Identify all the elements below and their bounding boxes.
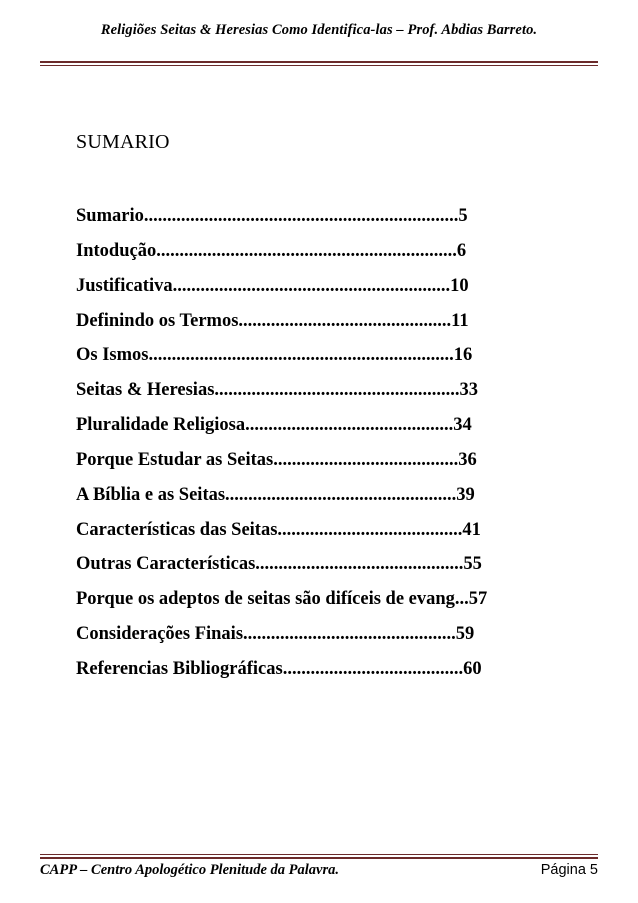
toc-title: SUMARIO [76, 131, 170, 153]
toc-entry-definindo-termos: Definindo os Termos..............................................11 [76, 310, 469, 331]
toc-entry-justificativa: Justificativa............................................................10 [76, 275, 469, 296]
toc-entry-outras-caracteristicas: Outras Características.............................................55 [76, 554, 482, 575]
toc-entry-pluralidade-religiosa: Pluralidade Religiosa.............................................34 [76, 415, 472, 436]
footer-divider [40, 857, 598, 859]
toc-entry-adeptos-dificeis: Porque os adeptos de seitas são difíceis de evang...57 [76, 589, 488, 610]
toc-entry-os-ismos: Os Ismos..................................................................16 [76, 345, 473, 366]
toc-entry-sumario: Sumario....................................................................5 [76, 206, 468, 226]
toc-entry-porque-estudar: Porque Estudar as Seitas........................................36 [76, 449, 477, 470]
page-number: Página 5 [540, 862, 598, 878]
footer-divider-thin [40, 854, 598, 855]
header-divider [40, 61, 598, 63]
toc-entry-introducao: Intodução.................................................................6 [76, 240, 467, 261]
header-divider-thin [40, 65, 598, 66]
toc-entry-consideracoes-finais: Considerações Finais..............................................59 [76, 624, 475, 645]
page-header-title: Religiões Seitas & Heresias Como Identifica-las – Prof. Abdias Barreto. [100, 22, 538, 38]
toc-entry-referencias: Referencias Bibliográficas.......................................60 [76, 658, 482, 679]
toc-entry-caracteristicas: Características das Seitas........................................41 [76, 519, 481, 540]
toc-entry-biblia-seitas: A Bíblia e as Seitas..................................................39 [76, 484, 475, 505]
toc-entry-seitas-heresias: Seitas & Heresias.....................................................33 [76, 380, 479, 401]
footer-organization: CAPP – Centro Apologético Plenitude da Palavra. [40, 862, 339, 878]
table-of-contents [76, 203, 487, 691]
